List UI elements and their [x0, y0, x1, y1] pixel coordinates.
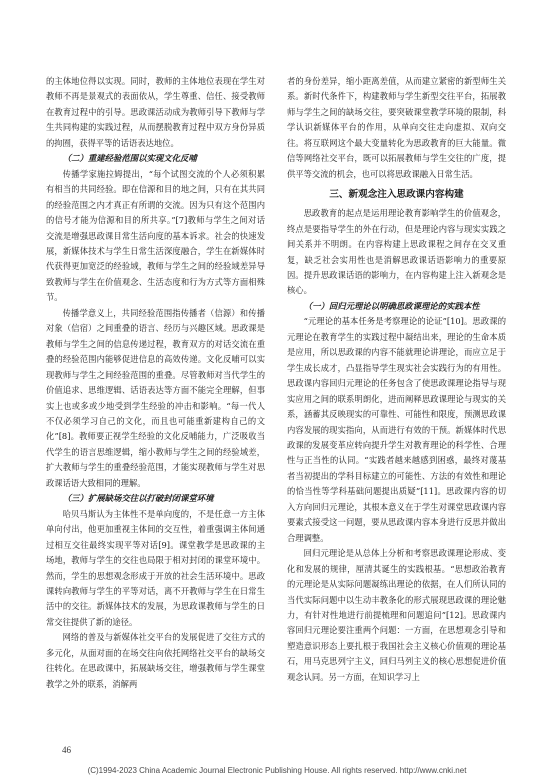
body-paragraph: 回归元理论是从总体上分析和考察思政课理论形成、变化和发展的规律，厘清其诞生的实践根基。“思想政治教育的元理论是从实际问题凝练出理论的依据，在人们所认同的当代实际问题中以生动丰教条化的形式展现思政课的理论魅力，有针对性地进行前提梳理和问题追问”[12]。思政课内容回归元理论要注重两个问题：一方面，在思想观念引导和塑造意识形态上要扎根于我国社会主义核心价值观的理论基石，用马克思列宁主义，回归马列主义的核心思想促进价值观念认同。另一方面，在知识学习上	[287, 548, 506, 682]
body-paragraph: 哈贝马斯认为主体性不是单向度的，不是任意一方主体单向付出，他更加重视主体间的交互性，着重强调主体间通过相互交往最终实现平等对话[9]。课堂教学是思政课的主场地，教师与学生的交往也局限于相对封闭的课堂环境中。然而，学生的思想观念形成于开放的社会生活环境中。思政课转向教师与学生的平等对话，离不开教师与学生在日常生活中的交往。新媒体技术的发展，为思政课教师与学生的日常交往提供了新的途径。	[46, 508, 265, 627]
body-paragraph: 者的身份差异，缩小距离差值，从而建立紧密的新型师生关系。新时代条件下，构建教师与学生新型交往平台，拓展教师与学生之间的缺场交往，要突破课堂教学环境的限制，科学认识新媒体平台的作用，从单向交往走向虚拟、双向交往。将互联网这个最大变量转化为思政教育的巨大能量。微信等网络社交平台，既可以拓展教师与学生交往的广度，提供平等交流的机会，也可以将思政课融入日常生活。	[287, 76, 506, 179]
left-column	[46, 74, 265, 692]
body-paragraph: 思政教育的起点是运用理论教育影响学生的价值观念，终点是要指导学生的外在行动，但是理论内容与现实实践之间关系并不明朗。在内容构建上思政课程之间存在交叉重复，缺乏社会实用性也是消解思政课话语影响力的重要原因。提升思政课话语的影响力，在内容构建上注入新观念是核心。	[287, 208, 506, 296]
section-heading: （三）扩展缺场交往以打破封闭课堂环境	[62, 493, 214, 504]
section-heading: （一）回归元理论以明确思政课理论的实践本性	[303, 300, 480, 311]
body-paragraph: 的主体地位得以实现。同时，教师的主体地位表现在学生对教师不再是景观式的表面依从，学生尊重、信任、接受教师在教育过程中的引导。思政课活动成为教师引导下教师与学生共同构建的实践过程，从而摆脱教育过程中双方身份异质的拘囿，获得平等的话语表达地位。	[46, 76, 265, 148]
page-number: 46	[62, 745, 71, 755]
copyright-footer: (C)1994-2023 China Academic Journal Electronic Publishing House. All rights reserved. http://www.cnki.net	[87, 766, 467, 775]
right-column	[287, 74, 506, 685]
body-paragraph: 传播学意义上，共同经验范围指传播者（信源）和传播对象（信宿）之间重叠的语言、经历与兴趣区域。思政课是教师与学生之间的信息传递过程，教育双方的对话交流在重叠的经验范围内能够促进信息的高效传递。文化反哺可以实现教师与学生之间经验范围的重叠。尽管教师对当代学生的价值追求、思维逻辑、话语表达等方面不能完全理解，但事实上也或多或少地受到学生经验的冲击和影响。“每一代人不仅必须学习自己的文化，而且也可能重新建构自己的文化”[8]。教师要正视学生经验的文化反哺能力，广泛吸收当代学生的语言思维逻辑，缩小教师与学生之间的经验域差，扩大教师与学生的重叠经验范围，才能实现教师与学生对思政课话语大致相同的理解。	[46, 307, 265, 488]
chapter-heading: 三、新观念注入思政课内容构建	[329, 189, 464, 201]
body-paragraph: “元理论的基本任务是考察理论的论证”[10]。思政课的元理论在教育学生的实践过程中凝结出来，理论的生命本质是应用，所以思政课的内容不能就理论讲理论，而应立足于学生成长成才，凸显指导学生现实社会实践行为的有用性。思政课内容回归元理论的任务包含了使思政课理论指导与现实应用之间的联系明朗化，进而阐释思政课理论与现实的关系，涵蓄其反映现实的可靠性、可能性和限度，预测思政课内容发展的现实指向，从而进行有效的干预。新媒体时代思政课的发展变革应转向提升学生对教育理论的科学性、合理性与正当性的认同。“实践者越来越感到困惑，最终对蔑基者当初提出的学科目标建立的可能性、方法的有效性和理论的恰当性等学科基础问题提出质疑”[11]。思政课内容的切入方向回归元理论，其根本意义在于学生对课堂思政课内容要素式接受这一问题，要从思政课内容本身进行反思并做出合理调整。	[287, 316, 506, 543]
body-paragraph: 网络的普及与新媒体社交平台的发展促进了交往方式的多元化，从面对面的在场交往向依托网络社交平台的缺场交往转化。在思政课中，拓展缺场交往，增强教师与学生课堂教学之外的联系，消解两	[46, 632, 265, 689]
section-heading: （二）重建经验范围以实现文化反哺	[62, 153, 197, 164]
body-paragraph: 传播学家施拉姆提出，“每个试图交流的个人必须积累有相当的共同经验。即在信源和目的地之间，只有在其共同的经验范围之内才真正有所谓的交流。因为只有这个范围内的信号才能为信源和目的所共享。”[7]教师与学生之间对话交流是增强思政课目常生活向度的基本诉求。社会的快速发展，新媒体技术与学生日常生活深度融合，学生在新媒体时代获得更加宽泛的经验域，教师与学生之间的经验域差异导致教师与学生在价值观念、生活态度和行为方式等方面相殊节。	[46, 168, 265, 303]
